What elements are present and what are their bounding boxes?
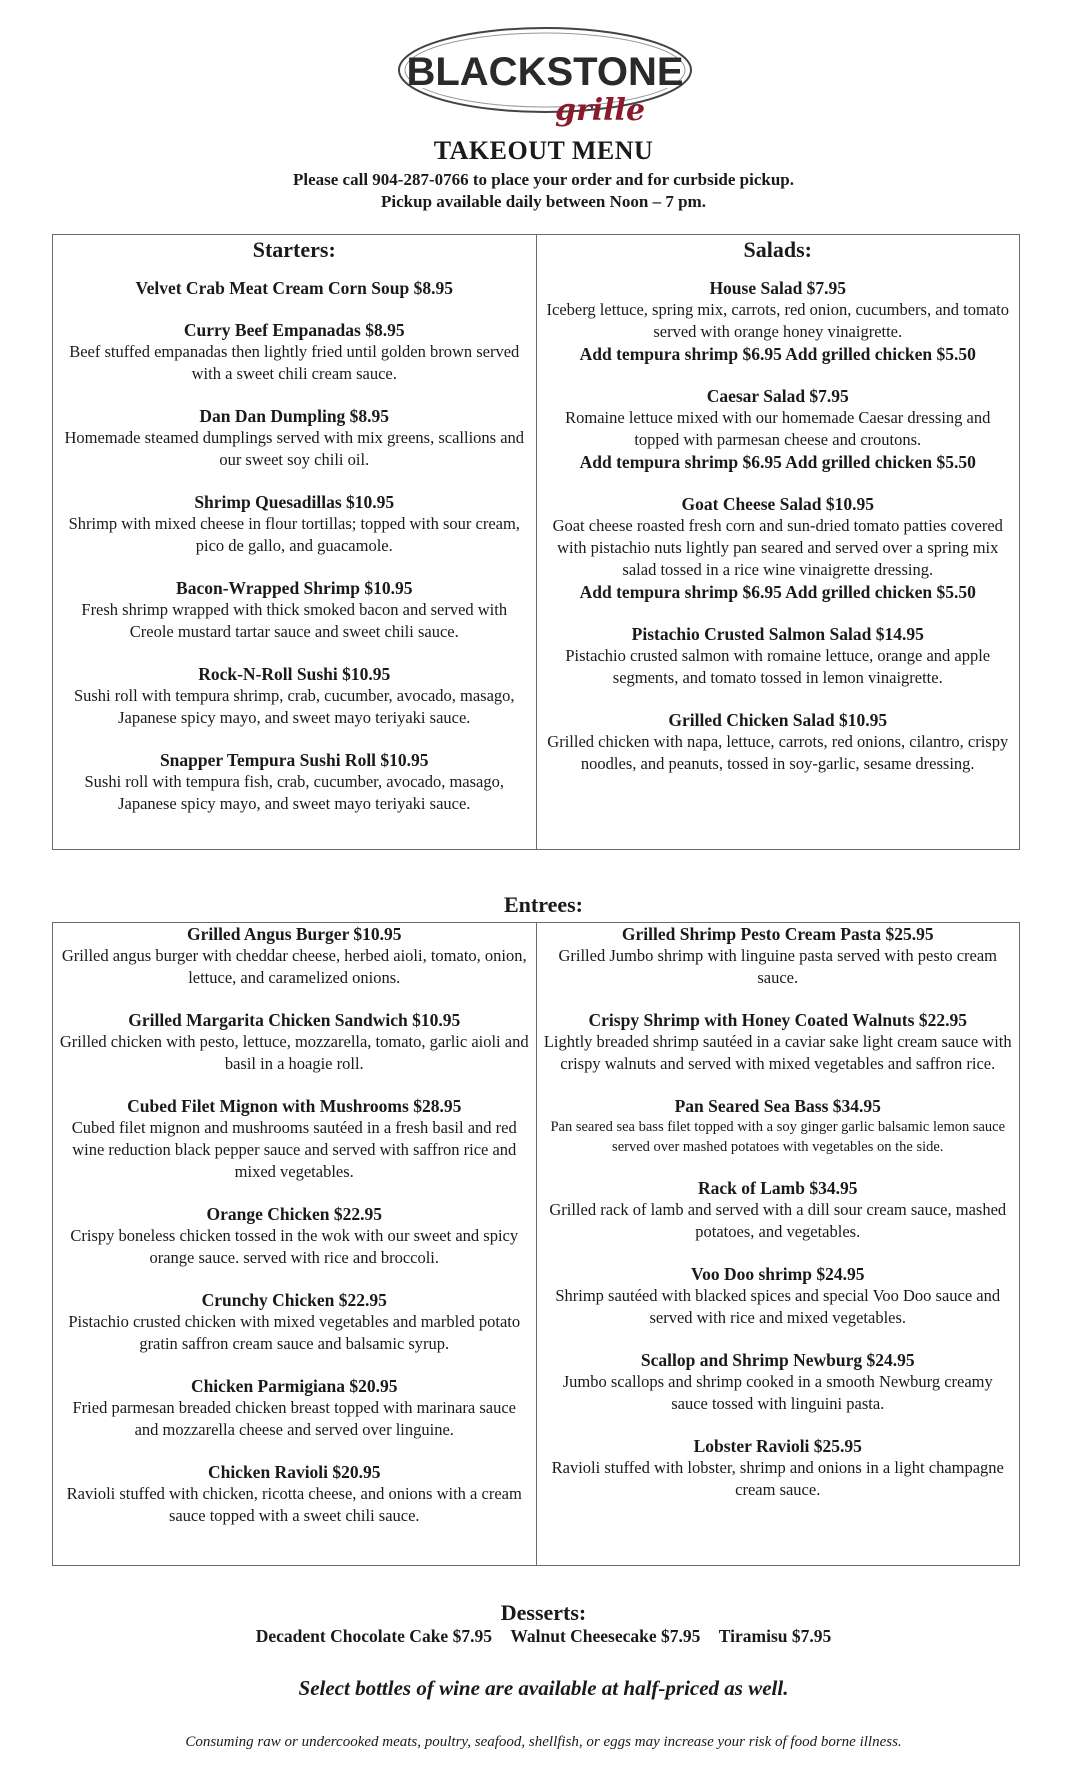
starter-name: Snapper Tempura Sushi Roll $10.95 bbox=[159, 750, 429, 770]
entree-item bbox=[537, 1009, 1020, 1075]
entree-name: Voo Doo shrimp $24.95 bbox=[691, 1264, 865, 1284]
entree-name: Chicken Ravioli $20.95 bbox=[207, 1462, 381, 1482]
salad-addon: Add tempura shrimp $6.95 Add grilled chicken $5.50 bbox=[579, 452, 976, 472]
entree-item bbox=[53, 1095, 536, 1183]
salad-addon: Add tempura shrimp $6.95 Add grilled chicken $5.50 bbox=[579, 344, 976, 364]
entree-item bbox=[537, 1263, 1020, 1329]
entree-desc: Grilled rack of lamb and served with a dill sour cream sauce, mashed potatoes, and vegetables. bbox=[549, 1200, 1007, 1241]
blackstone-grille-logo bbox=[395, 20, 695, 130]
starter-name: Dan Dan Dumpling $8.95 bbox=[199, 406, 390, 426]
salad-desc: Goat cheese roasted fresh corn and sun-dried tomato patties covered with pistachio nuts lightly pan seared and served over a spring mix salad tossed in a rice wine vinaigrette dressing. bbox=[552, 516, 1003, 579]
desserts-heading: Desserts: bbox=[500, 1600, 587, 1625]
entree-desc: Pistachio crusted chicken with mixed vegetables and marbled potato gratin saffron cream sauce and balsamic syrup. bbox=[68, 1312, 521, 1353]
entrees-box bbox=[52, 922, 1020, 1566]
starter-item bbox=[53, 577, 536, 643]
entree-name: Crunchy Chicken $22.95 bbox=[201, 1290, 387, 1310]
entree-item bbox=[537, 1095, 1020, 1157]
starter-desc: Sushi roll with tempura shrimp, crab, cucumber, avocado, masago, Japanese spicy mayo, and sweet mayo teriyaki sauce. bbox=[73, 686, 515, 727]
entree-name: Cubed Filet Mignon with Mushrooms $28.95 bbox=[127, 1096, 462, 1116]
salad-name: Goat Cheese Salad $10.95 bbox=[681, 494, 874, 514]
dessert-item: Tiramisu $7.95 bbox=[718, 1626, 832, 1646]
entree-desc: Grilled chicken with pesto, lettuce, mozzarella, tomato, garlic aioli and basil in a hoagie roll. bbox=[59, 1032, 529, 1073]
entree-name: Crispy Shrimp with Honey Coated Walnuts $22.95 bbox=[588, 1010, 967, 1030]
starter-item bbox=[53, 319, 536, 385]
entree-item bbox=[537, 923, 1020, 989]
entree-desc: Shrimp sautéed with blacked spices and special Voo Doo sauce and served with rice and mixed vegetables. bbox=[555, 1286, 1001, 1327]
salad-desc: Pistachio crusted salmon with romaine lettuce, orange and apple segments, and tomato tossed in lemon vinaigrette. bbox=[565, 646, 991, 687]
starter-name: Bacon-Wrapped Shrimp $10.95 bbox=[176, 578, 413, 598]
salad-desc: Romaine lettuce mixed with our homemade Caesar dressing and topped with parmesan cheese and croutons. bbox=[565, 408, 991, 449]
entree-desc: Ravioli stuffed with chicken, ricotta cheese, and onions with a cream sauce topped with a sweet chili sauce. bbox=[66, 1484, 522, 1525]
entree-desc: Pan seared sea bass filet topped with a soy ginger garlic balsamic lemon sauce served over mashed potatoes with vegetables on the side. bbox=[550, 1119, 1006, 1155]
starters-column bbox=[53, 235, 536, 849]
entree-name: Rack of Lamb $34.95 bbox=[698, 1178, 858, 1198]
entree-item bbox=[537, 1177, 1020, 1243]
salad-item bbox=[537, 493, 1020, 603]
entree-desc: Lightly breaded shrimp sautéed in a caviar sake light cream sauce with crispy walnuts and served with mixed vegetables and saffron rice. bbox=[543, 1032, 1012, 1073]
starter-name: Curry Beef Empanadas $8.95 bbox=[183, 320, 405, 340]
salad-item bbox=[537, 623, 1020, 689]
salad-item bbox=[537, 277, 1020, 365]
dessert-item: Decadent Chocolate Cake $7.95 bbox=[255, 1626, 492, 1646]
starter-item bbox=[53, 277, 536, 299]
entrees-right-column bbox=[536, 923, 1020, 1565]
entree-desc: Grilled Jumbo shrimp with linguine pasta served with pesto cream sauce. bbox=[558, 946, 998, 987]
entree-desc: Jumbo scallops and shrimp cooked in a smooth Newburg creamy sauce tossed with linguini pasta. bbox=[562, 1372, 993, 1413]
starter-desc: Fresh shrimp wrapped with thick smoked bacon and served with Creole mustard tartar sauce and sweet chili sauce. bbox=[81, 600, 508, 641]
salad-name: Pistachio Crusted Salmon Salad $14.95 bbox=[631, 624, 924, 644]
phone-line: Please call 904-287-0766 to place your order and for curbside pickup. bbox=[292, 170, 795, 189]
entree-desc: Ravioli stuffed with lobster, shrimp and onions in a light champagne cream sauce. bbox=[551, 1458, 1004, 1499]
logo-graphic bbox=[395, 20, 695, 130]
salad-item bbox=[537, 709, 1020, 775]
dessert-item: Walnut Cheesecake $7.95 bbox=[510, 1626, 701, 1646]
starter-item bbox=[53, 405, 536, 471]
entree-name: Pan Seared Sea Bass $34.95 bbox=[674, 1096, 881, 1116]
salad-addon: Add tempura shrimp $6.95 Add grilled chicken $5.50 bbox=[579, 582, 976, 602]
starter-item bbox=[53, 663, 536, 729]
salads-heading: Salads: bbox=[743, 237, 812, 262]
entree-name: Scallop and Shrimp Newburg $24.95 bbox=[640, 1350, 915, 1370]
entree-item bbox=[53, 1009, 536, 1075]
starter-item bbox=[53, 749, 536, 815]
entree-item bbox=[537, 1435, 1020, 1501]
salad-name: Caesar Salad $7.95 bbox=[706, 386, 849, 406]
entree-name: Chicken Parmigiana $20.95 bbox=[190, 1376, 398, 1396]
salad-desc: Grilled chicken with napa, lettuce, carrots, red onions, cilantro, crispy noodles, and peanuts, tossed in soy-garlic, sesame dressing. bbox=[547, 732, 1009, 773]
entree-name: Grilled Shrimp Pesto Cream Pasta $25.95 bbox=[621, 924, 934, 944]
salad-name: House Salad $7.95 bbox=[709, 278, 847, 298]
wine-note: Select bottles of wine are available at half-priced as well. bbox=[298, 1676, 789, 1700]
desserts-list bbox=[0, 1626, 1087, 1647]
salad-item bbox=[537, 385, 1020, 473]
entree-name: Orange Chicken $22.95 bbox=[206, 1204, 382, 1224]
entree-item bbox=[53, 1289, 536, 1355]
hours-line: Pickup available daily between Noon – 7 pm. bbox=[381, 192, 706, 211]
menu-title: TAKEOUT MENU bbox=[433, 136, 654, 165]
entree-item bbox=[53, 1203, 536, 1269]
starter-name: Velvet Crab Meat Cream Corn Soup $8.95 bbox=[135, 278, 453, 298]
logo-sub-text: grille bbox=[554, 93, 646, 128]
salad-desc: Iceberg lettuce, spring mix, carrots, red onion, cucumbers, and tomato served with orange honey vinaigrette. bbox=[546, 300, 1009, 341]
entree-item bbox=[537, 1349, 1020, 1415]
starters-salads-box bbox=[52, 234, 1020, 850]
entrees-heading: Entrees: bbox=[503, 892, 584, 917]
food-safety-disclaimer: Consuming raw or undercooked meats, poultry, seafood, shellfish, or eggs may increase your risk of food borne illness. bbox=[185, 1734, 902, 1750]
starter-name: Rock-N-Roll Sushi $10.95 bbox=[198, 664, 391, 684]
entrees-left-column bbox=[53, 923, 536, 1565]
logo-brand-text: BLACKSTONE bbox=[406, 50, 684, 94]
entree-name: Lobster Ravioli $25.95 bbox=[693, 1436, 862, 1456]
entree-desc: Fried parmesan breaded chicken breast topped with marinara sauce and mozzarella cheese and served over linguine. bbox=[72, 1398, 516, 1439]
starter-desc: Beef stuffed empanadas then lightly fried until golden brown served with a sweet chili cream sauce. bbox=[69, 342, 520, 383]
starter-desc: Sushi roll with tempura fish, crab, cucumber, avocado, masago, Japanese spicy mayo, and sweet mayo teriyaki sauce. bbox=[84, 772, 505, 813]
entree-item bbox=[53, 1375, 536, 1441]
entree-desc: Grilled angus burger with cheddar cheese, herbed aioli, tomato, onion, lettuce, and caramelized onions. bbox=[61, 946, 527, 987]
starters-heading: Starters: bbox=[252, 237, 336, 262]
salad-name: Grilled Chicken Salad $10.95 bbox=[668, 710, 888, 730]
starter-item bbox=[53, 491, 536, 557]
starter-desc: Homemade steamed dumplings served with mix greens, scallions and our sweet soy chili oil. bbox=[64, 428, 525, 469]
starter-name: Shrimp Quesadillas $10.95 bbox=[194, 492, 395, 512]
salads-column bbox=[536, 235, 1020, 849]
entree-desc: Cubed filet mignon and mushrooms sautéed in a fresh basil and red wine reduction black pepper sauce and served with saffron rice and mixed vegetables. bbox=[71, 1118, 517, 1181]
entree-name: Grilled Angus Burger $10.95 bbox=[186, 924, 402, 944]
entree-name: Grilled Margarita Chicken Sandwich $10.95 bbox=[128, 1010, 461, 1030]
starter-desc: Shrimp with mixed cheese in flour tortillas; topped with sour cream, pico de gallo, and guacamole. bbox=[68, 514, 520, 555]
entree-item bbox=[53, 923, 536, 989]
entree-desc: Crispy boneless chicken tossed in the wok with our sweet and spicy orange sauce. served with rice and broccoli. bbox=[70, 1226, 519, 1267]
entree-item bbox=[53, 1461, 536, 1527]
